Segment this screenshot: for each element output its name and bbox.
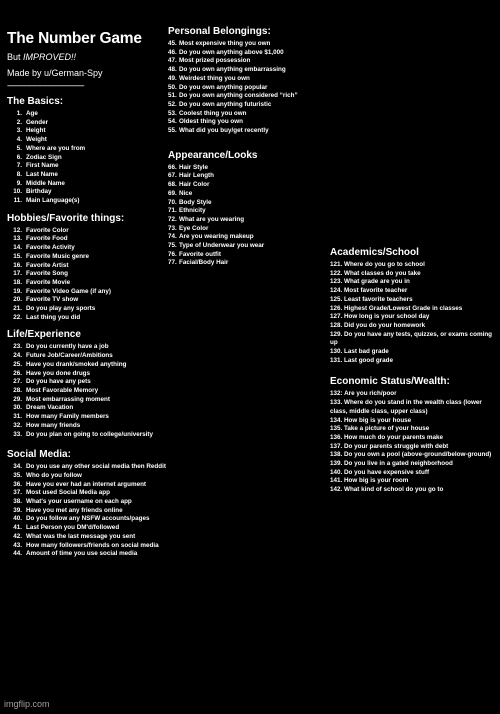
item-number: 73. bbox=[168, 224, 177, 232]
item-text: Do you have any pets bbox=[26, 378, 91, 386]
question-list bbox=[7, 227, 167, 323]
list-item bbox=[7, 542, 167, 551]
list-item bbox=[168, 225, 333, 234]
item-number: 39. bbox=[13, 506, 22, 514]
item-number: 41. bbox=[13, 524, 22, 532]
item-number: 3. bbox=[16, 127, 22, 135]
list-item bbox=[168, 181, 333, 190]
list-item bbox=[7, 305, 167, 314]
item-text: Do you currently have a job bbox=[26, 343, 109, 351]
item-number: 68. bbox=[168, 181, 177, 189]
item-text: Have you ever had an internet argument bbox=[26, 480, 147, 488]
list-item bbox=[7, 119, 167, 128]
list-item bbox=[168, 242, 333, 251]
list-item bbox=[7, 489, 167, 498]
item-number: 20. bbox=[13, 296, 22, 304]
question-list bbox=[7, 110, 167, 206]
list-item bbox=[7, 533, 167, 542]
list-item bbox=[7, 378, 167, 387]
page-title: The Number Game bbox=[7, 30, 142, 47]
subtitle-prefix: But bbox=[7, 52, 24, 62]
item-number: 50. bbox=[168, 83, 177, 91]
question-list bbox=[7, 343, 167, 439]
item-number: 44. bbox=[13, 550, 22, 558]
section-economic bbox=[330, 376, 498, 494]
item-text: Birthday bbox=[26, 188, 52, 196]
item-number: 2. bbox=[16, 118, 22, 126]
item-text: What was the last message you sent bbox=[26, 532, 136, 540]
list-item: 137. Do your parents struggle with debt bbox=[330, 442, 449, 450]
item-text: Do you own anything embarrassing bbox=[179, 66, 286, 74]
list-item bbox=[7, 498, 167, 507]
item-text: Body Style bbox=[179, 198, 212, 206]
item-text: Weight bbox=[26, 136, 47, 144]
item-text: Main Language(s) bbox=[26, 197, 80, 205]
middle-column bbox=[168, 0, 333, 268]
item-text: Age bbox=[26, 110, 38, 117]
list-item bbox=[168, 57, 333, 66]
item-text: Last thing you did bbox=[26, 313, 81, 321]
item-number: 77. bbox=[168, 259, 177, 267]
item-number: 33. bbox=[13, 430, 22, 438]
item-number: 72. bbox=[168, 215, 177, 223]
list-item bbox=[7, 550, 167, 559]
list-item bbox=[168, 190, 333, 199]
item-text: Do you own anything futuristic bbox=[179, 100, 272, 108]
left-column bbox=[7, 0, 167, 559]
list-item bbox=[7, 343, 167, 352]
item-number: 54. bbox=[168, 118, 177, 126]
list-item bbox=[7, 171, 167, 180]
list-item: 126. Highest Grade/Lowest Grade in classes bbox=[330, 304, 463, 312]
item-number: 46. bbox=[168, 48, 177, 56]
item-text: Favorite outfit bbox=[179, 250, 221, 258]
item-text: Favorite TV show bbox=[26, 296, 79, 304]
list-item bbox=[7, 472, 167, 481]
item-text: Do you play any sports bbox=[26, 305, 96, 313]
list-item bbox=[168, 164, 333, 173]
item-text: Oldest thing you own bbox=[179, 118, 244, 126]
item-number: 9. bbox=[16, 179, 22, 187]
section-appearance bbox=[168, 150, 333, 268]
list-item bbox=[168, 92, 333, 101]
list-item bbox=[168, 49, 333, 58]
list-item bbox=[7, 507, 167, 516]
item-number: 23. bbox=[13, 343, 22, 351]
list-item bbox=[7, 162, 167, 171]
item-number: 28. bbox=[13, 386, 22, 394]
list-item bbox=[168, 127, 333, 136]
item-text: Where are you from bbox=[26, 144, 86, 152]
list-item bbox=[7, 197, 167, 206]
list-item bbox=[7, 127, 167, 136]
item-text: Ethnicity bbox=[179, 207, 206, 215]
item-number: 70. bbox=[168, 198, 177, 206]
item-number: 38. bbox=[13, 498, 22, 506]
item-text: Do you own anything above $1,000 bbox=[179, 48, 284, 56]
item-number: 4. bbox=[16, 136, 22, 144]
item-number: 21. bbox=[13, 305, 22, 313]
item-number: 25. bbox=[13, 360, 22, 368]
item-text: Most prized possession bbox=[179, 57, 251, 65]
item-number: 31. bbox=[13, 413, 22, 421]
item-number: 7. bbox=[16, 162, 22, 170]
item-number: 67. bbox=[168, 172, 177, 180]
list-item bbox=[7, 524, 167, 533]
item-number: 17. bbox=[13, 270, 22, 278]
item-text: Favorite Video Game (if any) bbox=[26, 287, 111, 295]
item-text: Who do you follow bbox=[26, 471, 82, 479]
item-number: 18. bbox=[13, 278, 22, 286]
item-number: 19. bbox=[13, 287, 22, 295]
item-number: 6. bbox=[16, 153, 22, 161]
list-item bbox=[7, 188, 167, 197]
list-item: 131. Last good grade bbox=[330, 356, 393, 364]
section-heading: Hobbies/Favorite things: bbox=[7, 212, 125, 224]
list-item bbox=[168, 233, 333, 242]
divider: ---------------------------------------------- bbox=[7, 81, 84, 90]
item-text: What did you buy/get recently bbox=[179, 127, 269, 135]
list-item bbox=[168, 66, 333, 75]
item-text: Facial/Body Hair bbox=[179, 259, 229, 267]
list-item bbox=[7, 431, 167, 440]
section-heading: Economic Status/Wealth: bbox=[330, 376, 450, 388]
list-item bbox=[7, 145, 167, 154]
list-item: 134. How big is your house bbox=[330, 416, 412, 424]
item-number: 53. bbox=[168, 109, 177, 117]
item-number: 52. bbox=[168, 100, 177, 108]
item-number: 32. bbox=[13, 421, 22, 429]
item-text: Most used Social Media app bbox=[26, 489, 110, 497]
list-item bbox=[7, 296, 167, 305]
section-academics bbox=[330, 247, 498, 365]
list-item bbox=[7, 270, 167, 279]
item-text: Weirdest thing you own bbox=[179, 74, 250, 82]
subtitle-emphasis: IMPROVED!! bbox=[23, 52, 77, 62]
list-item: 138. Do you own a pool (above-ground/below-ground) bbox=[330, 451, 492, 459]
item-number: 75. bbox=[168, 242, 177, 250]
item-text: Favorite Color bbox=[26, 226, 69, 234]
item-text: Do you plan on going to college/university bbox=[26, 430, 153, 438]
item-text: Dream Vacation bbox=[26, 404, 74, 412]
item-number: 49. bbox=[168, 74, 177, 82]
watermark: imgflip.com bbox=[4, 699, 50, 709]
item-text: Gender bbox=[26, 118, 49, 126]
list-item bbox=[7, 515, 167, 524]
item-number: 66. bbox=[168, 163, 177, 171]
item-number: 55. bbox=[168, 127, 177, 135]
list-item bbox=[7, 413, 167, 422]
author-credit: Made by u/German-Spy bbox=[7, 68, 103, 78]
item-text: Future Job/Career/Ambitions bbox=[26, 352, 113, 360]
item-text: What are you wearing bbox=[179, 215, 245, 223]
right-column bbox=[330, 0, 498, 495]
list-item bbox=[7, 352, 167, 361]
list-item: 130. Last bad grade bbox=[330, 348, 389, 356]
list-item bbox=[168, 110, 333, 119]
list-item: 135. Take a picture of your house bbox=[330, 425, 430, 433]
list-item: 124. Most favorite teacher bbox=[330, 287, 408, 295]
item-number: 5. bbox=[16, 144, 22, 152]
item-number: 76. bbox=[168, 250, 177, 258]
item-text: Do you follow any NSFW accounts/pages bbox=[26, 515, 150, 523]
list-item bbox=[168, 251, 333, 260]
list-item bbox=[168, 207, 333, 216]
list-item bbox=[7, 244, 167, 253]
list-item bbox=[7, 279, 167, 288]
item-number: 1. bbox=[16, 110, 22, 117]
list-item bbox=[168, 118, 333, 127]
list-item: 140. Do you have expensive stuff bbox=[330, 468, 430, 476]
item-text: Favorite Activity bbox=[26, 244, 75, 252]
item-number: 30. bbox=[13, 404, 22, 412]
section-heading: Academics/School bbox=[330, 247, 419, 258]
list-item: 127. How long is your school day bbox=[330, 313, 430, 321]
item-text: Hair Length bbox=[179, 172, 214, 180]
list-item bbox=[168, 84, 333, 93]
list-item bbox=[168, 199, 333, 208]
list-item bbox=[7, 262, 167, 271]
item-text: How many followers/friends on social media bbox=[26, 541, 159, 549]
item-text: Do you use any other social media then Reddit bbox=[26, 463, 166, 471]
list-item: 122. What classes do you take bbox=[330, 269, 421, 277]
item-text: Amount of time you use social media bbox=[26, 550, 138, 558]
item-number: 16. bbox=[13, 261, 22, 269]
item-number: 48. bbox=[168, 66, 177, 74]
section-social bbox=[7, 449, 167, 559]
list-item bbox=[7, 422, 167, 431]
list-item bbox=[7, 370, 167, 379]
item-number: 40. bbox=[13, 515, 22, 523]
item-text: Zodiac Sign bbox=[26, 153, 62, 161]
item-number: 51. bbox=[168, 92, 177, 100]
item-number: 8. bbox=[16, 170, 22, 178]
item-text: How many Family members bbox=[26, 413, 109, 421]
question-list bbox=[168, 40, 333, 136]
item-number: 11. bbox=[13, 197, 22, 205]
item-text: Favorite Song bbox=[26, 270, 68, 278]
list-item bbox=[7, 463, 167, 472]
item-text: Have you drank/smoked anything bbox=[26, 360, 127, 368]
item-text: Most embarrassing moment bbox=[26, 395, 110, 403]
item-text: Eye Color bbox=[179, 224, 209, 232]
list-item: 123. What grade are you in bbox=[330, 278, 410, 286]
item-number: 35. bbox=[13, 471, 22, 479]
section-heading: Personal Belongings: bbox=[168, 26, 271, 37]
item-text: Most Favorable Memory bbox=[26, 386, 99, 394]
section-heading: Social Media: bbox=[7, 449, 71, 461]
list-item bbox=[168, 101, 333, 110]
list-item bbox=[7, 235, 167, 244]
item-number: 26. bbox=[13, 369, 22, 377]
list-item bbox=[7, 288, 167, 297]
list-item: 129. Do you have any tests, quizzes, or exams coming up bbox=[330, 330, 493, 347]
item-text: Hair Style bbox=[179, 163, 209, 171]
item-number: 15. bbox=[13, 252, 22, 260]
section-heading: Life/Experience bbox=[7, 329, 81, 341]
item-text: Last Person you DM'd/followed bbox=[26, 524, 120, 532]
item-text: Do you own anything considered “rich” bbox=[179, 92, 298, 100]
item-number: 42. bbox=[13, 532, 22, 540]
list-item bbox=[168, 40, 333, 49]
item-number: 12. bbox=[13, 226, 22, 234]
list-item: 141. How big is your room bbox=[330, 477, 409, 485]
list-item: 132: Are you rich/poor bbox=[330, 390, 397, 398]
item-number: 34. bbox=[13, 463, 22, 471]
item-text: Favorite Movie bbox=[26, 278, 71, 286]
section-belongings bbox=[168, 26, 333, 136]
list-item: 136. How much do your parents make bbox=[330, 433, 444, 441]
item-text: Type of Underwear you wear bbox=[179, 242, 265, 250]
item-number: 10. bbox=[13, 188, 22, 196]
question-list bbox=[330, 390, 498, 494]
list-item: 133. Where do you stand in the wealth class (lower class, middle class, upper class) bbox=[330, 399, 482, 415]
section-heading: Appearance/Looks bbox=[168, 149, 258, 161]
item-number: 13. bbox=[13, 235, 22, 243]
item-text: Favorite Music genre bbox=[26, 252, 89, 260]
item-number: 27. bbox=[13, 378, 22, 386]
item-text: Nice bbox=[179, 189, 193, 197]
section-hobbies bbox=[7, 213, 167, 323]
item-text: What's your username on each app bbox=[26, 498, 132, 506]
list-item bbox=[7, 180, 167, 189]
item-text: First Name bbox=[26, 162, 59, 170]
section-basics bbox=[7, 96, 167, 206]
item-number: 14. bbox=[13, 244, 22, 252]
list-item bbox=[7, 253, 167, 262]
list-item bbox=[7, 227, 167, 236]
question-list bbox=[168, 164, 333, 268]
section-life bbox=[7, 329, 167, 439]
item-text: Most expensive thing you own bbox=[179, 40, 271, 47]
item-text: How many friends bbox=[26, 421, 81, 429]
item-number: 74. bbox=[168, 233, 177, 241]
question-list bbox=[330, 261, 498, 365]
item-text: Are you wearing makeup bbox=[179, 233, 254, 241]
item-number: 37. bbox=[13, 489, 22, 497]
list-item bbox=[7, 154, 167, 163]
list-item bbox=[7, 314, 167, 323]
item-text: Have you met any friends online bbox=[26, 506, 123, 514]
list-item bbox=[7, 404, 167, 413]
list-item bbox=[7, 481, 167, 490]
list-item bbox=[7, 361, 167, 370]
list-item bbox=[168, 172, 333, 181]
item-text: Favorite Artist bbox=[26, 261, 69, 269]
item-number: 45. bbox=[168, 40, 177, 47]
item-number: 24. bbox=[13, 352, 22, 360]
list-item bbox=[7, 110, 167, 119]
item-number: 47. bbox=[168, 57, 177, 65]
item-number: 36. bbox=[13, 480, 22, 488]
item-text: Have you done drugs bbox=[26, 369, 91, 377]
section-heading: The Basics: bbox=[7, 96, 64, 107]
item-number: 69. bbox=[168, 189, 177, 197]
list-item bbox=[168, 259, 333, 268]
subtitle bbox=[7, 52, 167, 63]
list-item bbox=[7, 396, 167, 405]
list-item bbox=[168, 216, 333, 225]
item-text: Hair Color bbox=[179, 181, 210, 189]
item-text: Last Name bbox=[26, 170, 58, 178]
item-number: 71. bbox=[168, 207, 177, 215]
item-text: Height bbox=[26, 127, 46, 135]
question-list bbox=[7, 463, 167, 559]
item-text: Do you own anything popular bbox=[179, 83, 268, 91]
list-item bbox=[168, 75, 333, 84]
item-number: 22. bbox=[13, 313, 22, 321]
list-item: 139. Do you live in a gated neighborhood bbox=[330, 460, 453, 468]
item-text: Favorite Food bbox=[26, 235, 68, 243]
list-item: 128. Did you do your homework bbox=[330, 321, 426, 329]
item-text: Middle Name bbox=[26, 179, 65, 187]
list-item: 142. What kind of school do you go to bbox=[330, 486, 444, 494]
list-item bbox=[7, 136, 167, 145]
list-item: 125. Least favorite teachers bbox=[330, 295, 413, 303]
item-text: Coolest thing you own bbox=[179, 109, 247, 117]
list-item: 121. Where do you go to school bbox=[330, 261, 425, 268]
item-number: 43. bbox=[13, 541, 22, 549]
item-number: 29. bbox=[13, 395, 22, 403]
list-item bbox=[7, 387, 167, 396]
